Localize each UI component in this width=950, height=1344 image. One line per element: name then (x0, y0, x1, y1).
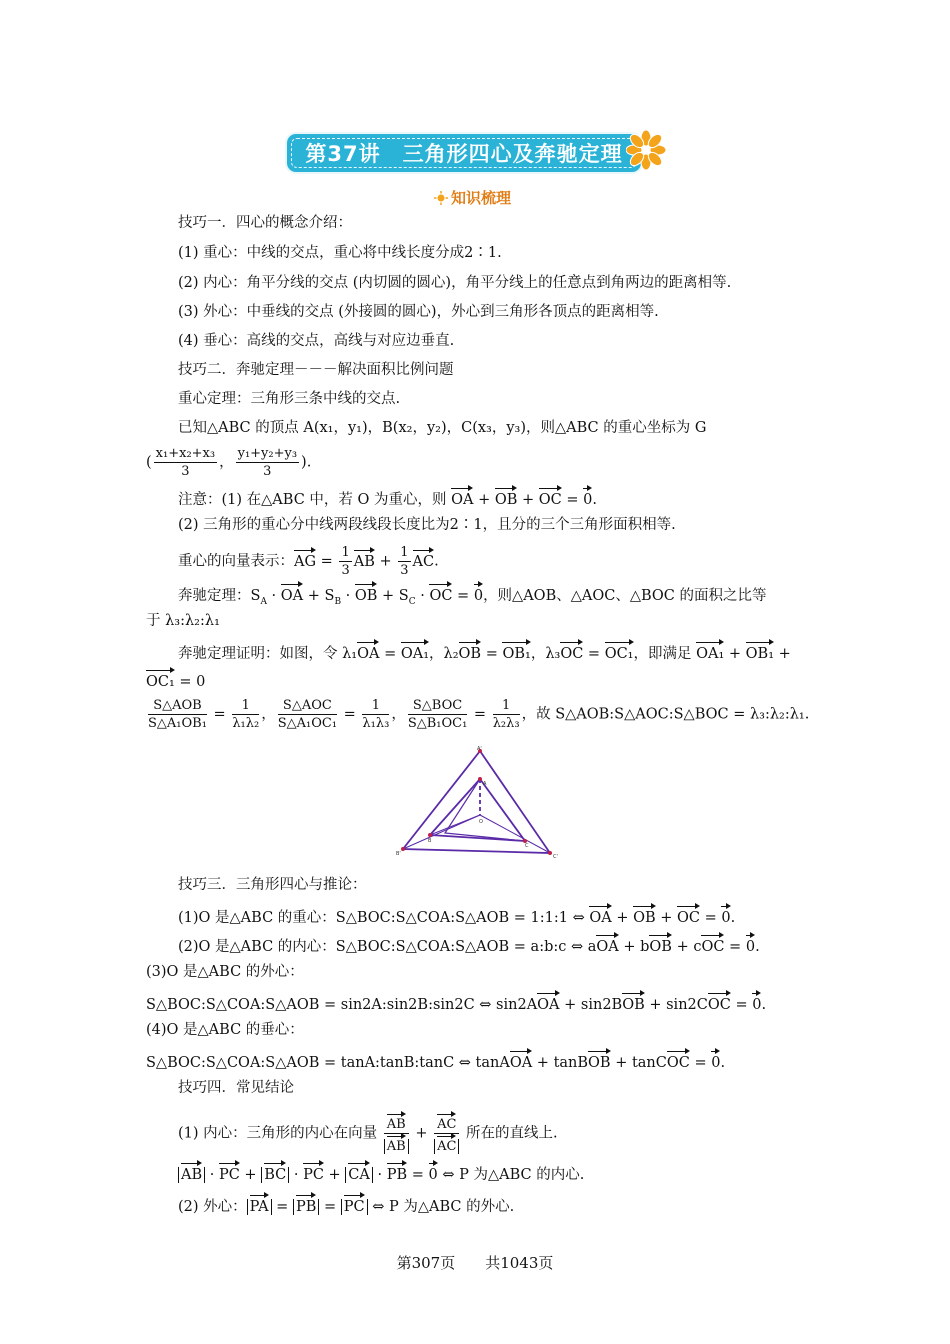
text-conclusion-circumcenter: (2) 外心： PA = PB = PC ⇔ P 为△ABC 的外心. (178, 1193, 514, 1217)
inference-1-prefix: (1)O 是△ABC 的重心：S△BOC:S△COA:S△AOB = 1:1:1 ⇔ (178, 910, 585, 926)
inference-4b-prefix: S△BOC:S△COA:S△AOB = tanA:tanB:tanC ⇔ tanA (146, 1055, 510, 1071)
text-inference-3b: S△BOC:S△COA:S△AOB = sin2A:sin2B:sin2C ⇔ sin2AOA + sin2BOB + sin2COC = 0. (146, 991, 766, 1015)
proof-mid: ，即满足 (633, 646, 692, 662)
vector-prefix: 重心的向量表示： (178, 553, 294, 570)
text-benz-proof: 奔驰定理证明：如图，令 λ₁OA = OA₁，λ₂OB = OB₁，λ₃OC = OC₁，即满足 OA₁ + OB₁ + (178, 640, 791, 664)
conclusion-3-suffix: ⇔ P 为△ABC 的外心. (372, 1199, 515, 1215)
label-o: O (479, 819, 483, 825)
formula-centroid-coords: ( $\frac{\text{x₁+x₂+x₃}}{3}$ ， $\frac{\text{y₁+y₂+y₃}}{3}$ ). (146, 446, 312, 479)
text-inference-4b: S△BOC:S△COA:S△AOB = tanA:tanB:tanC ⇔ tanAOA + tanBOB + tanCOC = 0. (146, 1049, 725, 1073)
conclusion-1-prefix: (1) 内心：三角形的内心在向量 (178, 1125, 378, 1142)
text-centroid-vector: 重心的向量表示：AG = $\frac{1}{3}$ AB + $\frac{1}{3}$ AC. (178, 545, 439, 578)
flower-icon (626, 130, 666, 170)
label-c1: C' (553, 854, 558, 860)
conclusion-2-suffix: ⇔ P 为△ABC 的内心. (442, 1167, 585, 1183)
title-banner (287, 134, 641, 172)
text-inference-4: (4)O 是△ABC 的垂心： (146, 1022, 304, 1038)
label-c: C (525, 843, 529, 849)
formula-area-ratios: $\frac{\text{S△AOB}}{\text{S△A₁OB₁}}$ = $\frac{1}{\text{λ₁λ₂}}$ ， $\frac{\text{S△AOC}}{\text{S△A₁OC₁}}$ = $\frac{1}{\text{λ₁λ₃}}$ ， $\frac{\text{S△BOC}}{\text{S△B₁OC₁}}$ = $\frac{1}{\text{λ₂λ₃}}$ ，故 S△AOB:S△AOC:S△BOC = λ₃:λ₂:λ₁. (148, 698, 810, 731)
page-footer: 第307页 共1043页 (396, 1254, 554, 1272)
section-heading (434, 187, 511, 208)
benz-triangle-figure (395, 745, 570, 865)
label-b: B (428, 838, 432, 844)
benz-suffix: ，则△AOB、△AOC、△BOC 的面积之比等 (483, 588, 767, 604)
note-1-prefix: 注意：(1) 在△ABC 中，若 O 为重心，则 (178, 492, 447, 508)
text-centroid-theorem: 重心定理：三角形三条中线的交点. (178, 391, 401, 407)
heading-tip-3: 技巧三．三角形四心与推论： (178, 877, 367, 893)
text-conclusion-incenter: (1) 内心：三角形的内心在向量 $\frac{AB}{AB}$ + $\frac{AC}{AC}$ 所在的直线上. (178, 1112, 558, 1155)
label-a: A (483, 781, 487, 787)
conclusion-1-suffix: 所在的直线上. (466, 1125, 558, 1142)
text-benz-ratio: 于 λ₃:λ₂:λ₁ (146, 613, 220, 629)
text-note-2: (2) 三角形的重心分中线两段线段长度比为2∶1，且分的三个三角形面积相等. (178, 517, 676, 533)
text-conclusion-incenter-2: AB · PC + BC · PC + CA · PB = 0 ⇔ P 为△ABC 的内心. (178, 1161, 584, 1185)
text-orthocenter: (4) 垂心：高线的交点，高线与对应边垂直. (178, 333, 455, 349)
heading-tip-2: 技巧二．奔驰定理－－－解决面积比例问题 (178, 362, 454, 378)
ratio-conclusion: ，故 S△AOB:S△AOC:S△BOC = λ₃:λ₂:λ₁. (521, 706, 810, 723)
label-a1: A' (477, 746, 482, 752)
inference-2-prefix: (2)O 是△ABC 的内心：S△BOC:S△COA:S△AOB = a:b:c ⇔ (178, 939, 584, 955)
section-title: 知识梳理 (451, 189, 512, 207)
text-note-1: 注意：(1) 在△ABC 中，若 O 为重心，则 OA + OB + OC = 0. (178, 486, 597, 510)
proof-zero: = 0 (179, 674, 206, 690)
inference-3b-prefix: S△BOC:S△COA:S△AOB = sin2A:sin2B:sin2C ⇔ sin2A (146, 997, 538, 1013)
label-b1: B' (396, 851, 401, 857)
page-title: 第37讲 三角形四心及奔驰定理 (305, 142, 623, 166)
text-inference-2: (2)O 是△ABC 的内心：S△BOC:S△COA:S△AOB = a:b:c ⇔ aOA + bOB + cOC = 0. (178, 933, 760, 957)
text-inference-3: (3)O 是△ABC 的外心： (146, 964, 304, 980)
text-benz-theorem: 奔驰定理：$S_A$ · OA + $S_B$ · OB + $S_C$ · OC = 0，则△AOB、△AOC、△BOC 的面积之比等 (178, 582, 767, 612)
benz-prefix: 奔驰定理： (178, 588, 251, 604)
heading-tip-1: 技巧一．四心的概念介绍： (178, 215, 352, 231)
text-benz-proof-2: OC₁ = 0 (146, 668, 205, 692)
conclusion-3-prefix: (2) 外心： (178, 1199, 247, 1215)
heading-tip-4: 技巧四．常见结论 (178, 1080, 294, 1096)
text-inference-1: (1)O 是△ABC 的重心：S△BOC:S△COA:S△AOB = 1:1:1 ⇔ OA + OB + OC = 0. (178, 904, 735, 928)
text-incenter: (2) 内心：角平分线的交点 (内切圆的圆心)，角平分线上的任意点到角两边的距离相等. (178, 275, 732, 291)
text-centroid-coords: 已知△ABC 的顶点 A(x₁，y₁)，B(x₂，y₂)，C(x₃，y₃)，则△ABC 的重心坐标为 G (178, 420, 707, 436)
text-circumcenter: (3) 外心：中垂线的交点 (外接圆的圆心)，外心到三角形各顶点的距离相等. (178, 304, 659, 320)
sun-icon (434, 191, 448, 205)
text-centroid: (1) 重心：中线的交点，重心将中线长度分成2∶1. (178, 245, 502, 261)
proof-prefix: 奔驰定理证明：如图，令 (178, 646, 338, 662)
